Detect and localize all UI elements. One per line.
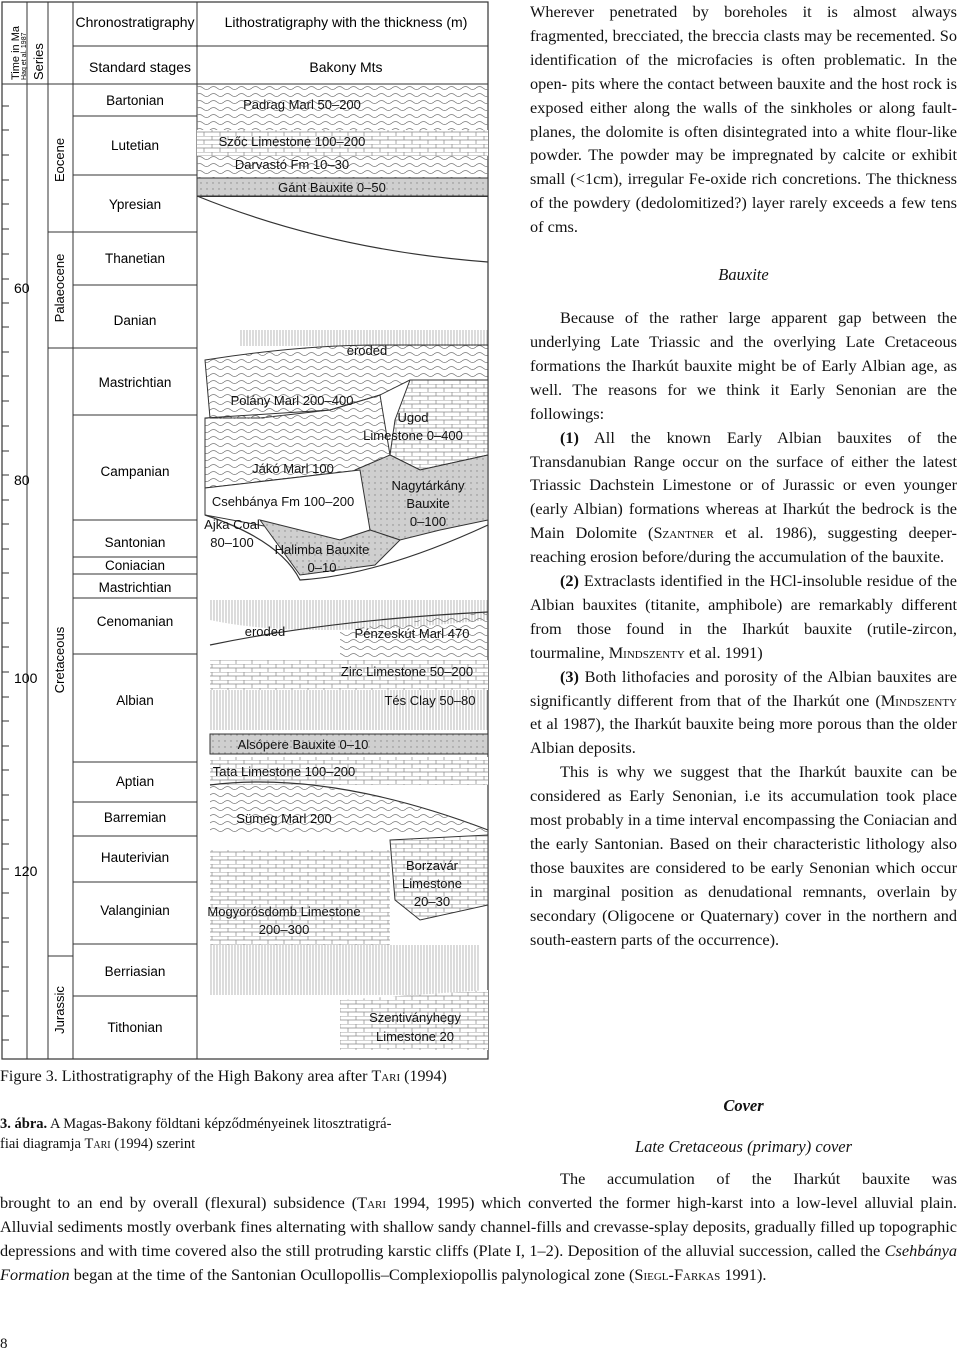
reason-text: Both lithofacies and porosity of the Albian bauxites are significantly different from that of the Iharkút one ( (530, 666, 957, 710)
paragraph-reason-2 (530, 569, 957, 665)
paragraph-reason-1 (530, 426, 957, 569)
unit-label: Halimba Bauxite (274, 542, 370, 557)
stage-label: Cenomanian (96, 614, 174, 629)
unit-label: Csehbánya Fm 100–200 (211, 494, 355, 509)
age-label: 120 (14, 863, 38, 879)
series-label: Palaeocene (52, 253, 67, 323)
stage-label: Lutetian (110, 138, 160, 153)
reason-number: (1) (560, 427, 579, 447)
unit-label: Mogyorósdomb Limestone (207, 904, 361, 919)
paragraph-accumulation (0, 1191, 957, 1287)
age-label: 60 (14, 280, 30, 296)
region-header: Bakony Mts (309, 59, 383, 75)
stage-label: Albian (116, 693, 154, 708)
paragraph-text: 1991). (724, 1264, 767, 1284)
unit-label: 20–30 (413, 894, 451, 909)
caption-text-hu-c: (1994) szerint (114, 1136, 196, 1152)
time-axis (2, 106, 9, 1040)
figure-caption-hu (0, 1114, 490, 1154)
caption-year: (1994) (404, 1068, 447, 1085)
figure-caption-en (0, 1066, 490, 1087)
unit-label: Nagytárkány (391, 478, 465, 493)
litho-header: Lithostratigraphy with the thickness (m) (224, 14, 468, 30)
unit-label: Zirc Limestone 50–200 (340, 664, 474, 679)
stage-label: Aptian (115, 774, 155, 789)
stage-label: Mastrichtian (98, 580, 172, 595)
unit-label: 200–300 (258, 922, 310, 937)
citation: Mindszenty (880, 690, 957, 710)
caption-text-hu-b: fiai diagramja (0, 1136, 81, 1152)
caption-label-hu: 3. ábra. (0, 1116, 48, 1132)
unit-label: Alsópere Bauxite 0–10 (237, 737, 369, 752)
unit-label: 0–100 (409, 514, 447, 529)
citation: Mindszenty (608, 642, 685, 662)
unit-label: Gánt Bauxite 0–50 (278, 180, 386, 195)
caption-author: Tari (371, 1068, 401, 1085)
caption-text-hu: A Magas-Bakony földtani képződményeinek litosztratigrá- (49, 1116, 392, 1132)
reason-text: All the known Early Albian bauxites of the Transdanubian Range occur on the surface of either the latest Triassic Dachstein Limestone or of Jurassic or even younger (early Albian) formations whereas at Iharkút the bedrock is the Main Dolomite ( (530, 427, 958, 543)
series-label: Cretaceous (52, 626, 67, 694)
time-header: Time in Ma (10, 26, 22, 80)
unit-label: Borzavár (405, 858, 459, 873)
stage-label: Bartonian (106, 93, 164, 108)
stage-label: Thanetian (104, 251, 166, 266)
citation: Tari (357, 1193, 387, 1212)
unit-label: Polány Marl 200–400 (230, 393, 354, 408)
unit-label: Tés Clay 50–80 (384, 693, 476, 708)
stage-label: Berriasian (104, 964, 166, 979)
unit-label: Limestone (402, 876, 462, 891)
citation: Siegl-Farkas (634, 1264, 721, 1284)
stratigraphy-figure (0, 0, 490, 1062)
stage-label: Ypresian (108, 197, 162, 212)
paragraph-powder: Wherever penetrated by boreholes it is almost always fragmented, brecciated, the breccia clasts may be recemented. So identification of the microfacies is often problematic. In the open- pits where the contact between bauxite and the host rock is exposed either along the walls of the sinkholes or along fault-planes, the dolomite is often disintegrated into a white flour-like powder. The powder may be impregnated by calcite or exhibit small (<1cm), irregular Fe-oxide rich concretions. The thickness of the powdery (dedolomitized?) layer rarely exceeds a few tens of cms. (530, 2, 957, 237)
unit-label: Pénzeskút Marl 470 (354, 626, 470, 641)
unit-label: Tata Limestone 100–200 (212, 764, 356, 779)
unit-label: Darvastó Fm 10–30 (234, 157, 350, 172)
page-number: 8 (0, 1336, 8, 1352)
unit-label: 80–100 (210, 535, 254, 550)
series-label: Eocene (52, 137, 67, 183)
reason-number: (3) (560, 666, 579, 686)
unit-label: Szentiványhegy (369, 1010, 461, 1025)
section-heading-cover: Cover (723, 1096, 764, 1115)
reason-text: et al 1987), the Iharkút bauxite being more porous than the older Albian deposits. (530, 714, 957, 758)
stage-label: Danian (113, 313, 157, 328)
age-label: 100 (14, 670, 38, 686)
caption-label: Figure 3. (0, 1068, 58, 1085)
ugod-limestone-unit (390, 380, 488, 470)
age-label: 80 (14, 472, 30, 488)
section-heading-bauxite: Bauxite (718, 265, 769, 285)
caption-text: Lithostratigraphy of the High Bakony area after (61, 1068, 368, 1085)
stage-label: Barremian (103, 810, 167, 825)
unit-label: Ajka Coal (204, 517, 260, 532)
stage-label: Mastrichtian (98, 375, 172, 390)
reason-text: et al. 1986), suggesting deeper-reaching erosion before/during the accumulation of the bauxite. (530, 523, 957, 567)
citation: Szantner (653, 523, 714, 543)
unit-label: 0–10 (307, 560, 337, 575)
unit-label: Jákó Marl 100 (252, 461, 334, 476)
series-label: Jurassic (52, 986, 67, 1034)
paragraph-gap: Because of the rather large apparent gap between the underlying Late Triassic and the overlying Late Cretaceous formations the Iharkút bauxite might be of Early Albian age, as well. The reasons for we think it Early Senonian are the followings: (530, 308, 957, 423)
subsection-heading-late-cretaceous: Late Cretaceous (primary) cover (634, 1137, 853, 1156)
caption-author-hu: Tari (84, 1136, 111, 1152)
unit-label: Sümeg Marl 200 (236, 811, 332, 826)
reason-number: (2) (560, 571, 579, 591)
unit-label: Padrag Marl 50–200 (243, 97, 361, 112)
unit-label: Limestone 0–400 (363, 428, 463, 443)
reason-text: Extraclasts identified in the HCl-insoluble residue of the Albian bauxites (titanite, amphibole) are remarkably different from those found in the Iharkút bauxite (rutile-zircon, tourmaline, (530, 571, 958, 662)
right-column (530, 0, 958, 1188)
paragraph-text: brought to an end by overall (flexural) subsidence ( (0, 1193, 358, 1212)
stage-label: Santonian (104, 535, 166, 550)
unit-label: Szőc Limestone 100–200 (218, 134, 366, 149)
stage-label: Campanian (100, 464, 170, 479)
unit-label: Limestone 20 (375, 1029, 455, 1044)
unit-label: Ugod (397, 410, 429, 425)
unit-label: eroded (244, 624, 286, 639)
paragraph-accumulation-first-line: The accumulation of the Iharkút bauxite was (560, 1169, 957, 1188)
chrono-header: Chronostratigraphy (75, 14, 195, 30)
unit-label: Bauxite (406, 496, 450, 511)
stage-label: Hauterivian (100, 850, 170, 865)
paragraph-conclusion: This is why we suggest that the Iharkút bauxite can be considered as Early Senonian, i.e its accumulation took place most probably in a time interval encompassing the Coniacian and the early Santonian. Based on their characteristic lithology also those bauxites are considered to be early Senonian which occur in marginal position as denudational remnants, overlain by secondary (Oligocene or Quaternary) cover in the northern and south-eastern parts of the occurrence). (530, 762, 957, 949)
paragraph-reason-3 (530, 665, 957, 761)
reason-text: et al. 1991) (688, 642, 763, 662)
time-source: Haq et al. 1987 (21, 32, 28, 80)
stage-label: Tithonian (107, 1020, 163, 1035)
series-header: Series (31, 43, 46, 80)
stage-label: Coniacian (104, 558, 166, 573)
paragraph-text: began at the time of the Santonian Ocullopollis–Complexiopollis palynological zone ( (73, 1264, 635, 1284)
unit-label: eroded (346, 343, 388, 358)
standard-stages-header: Standard stages (89, 59, 191, 75)
formation-name: Csehbánya Formation (0, 1240, 958, 1284)
jurassic-hatch (210, 945, 480, 995)
paragraph-text: 1994, 1995) which converted the former high-karst into a low-level alluvial plain. Alluvial sediments mostly overbank fines alternating with shallow sandy channel-fills and crevasse-splay deposits, gradually filled up topographic depressions and with time covered also the still protruding karstic cliffs (Plate I, 1–2). Deposition of the alluvial succession, called the (0, 1193, 957, 1260)
stage-label: Valanginian (100, 903, 170, 918)
